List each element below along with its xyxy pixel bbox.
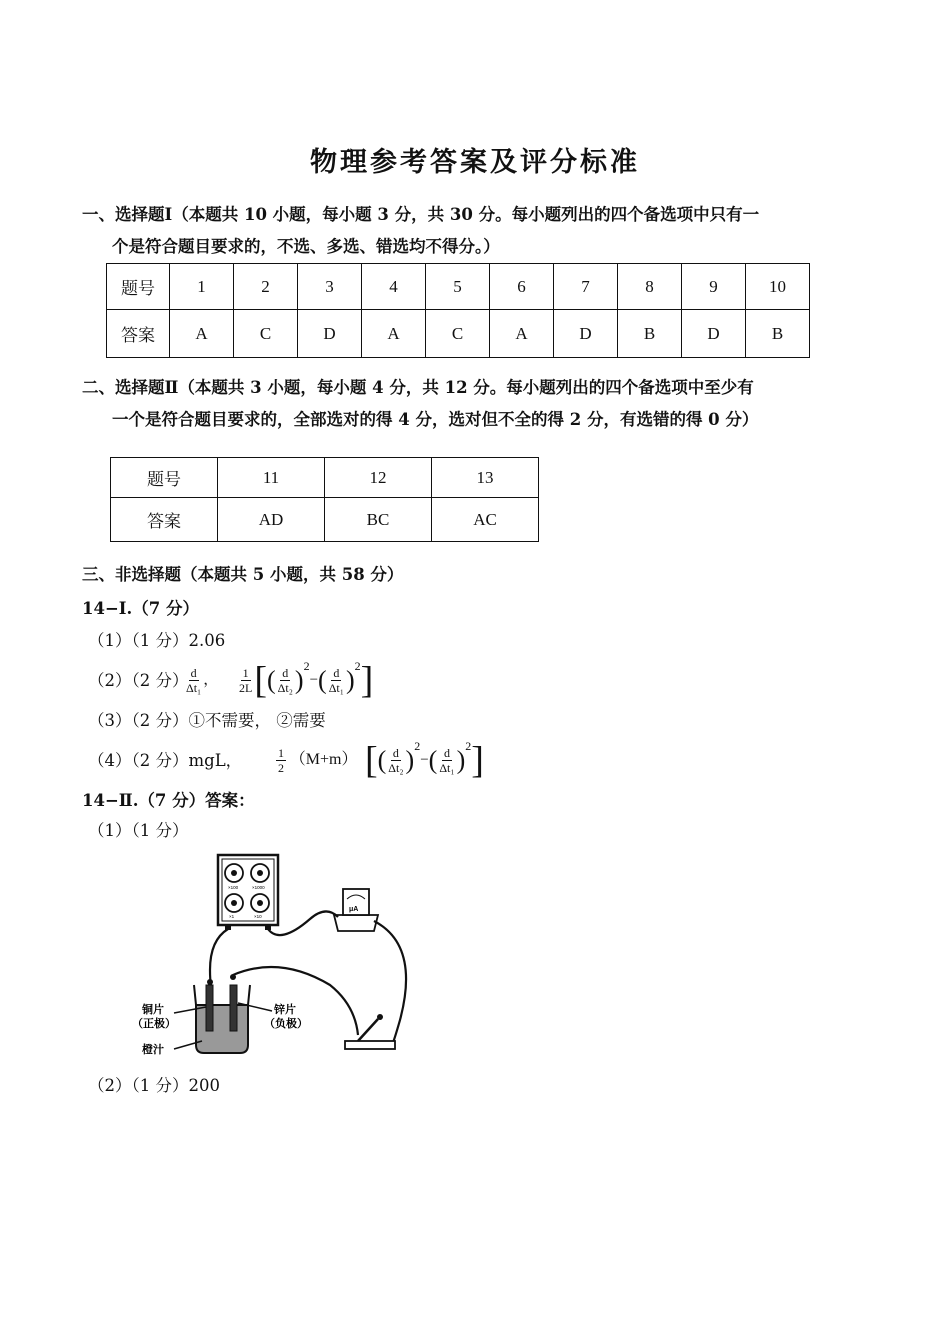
row-label: 题号	[107, 264, 170, 310]
table-row-numbers	[107, 264, 810, 310]
section1-heading-line2: 个是符合题目要求的，不选、多选、错选均不得分。）	[112, 237, 500, 256]
svg-text:×1000: ×1000	[252, 885, 265, 890]
row-label: 题号	[111, 458, 218, 498]
section1-answer-table	[106, 263, 810, 358]
answer-cell: AD	[218, 498, 325, 542]
table-row-answers	[107, 310, 810, 358]
section3-heading: 三、非选择题（本题共 5 小题，共 58 分）	[82, 565, 404, 584]
q14-1-answer-4-formula: $\frac{1}{2}$ （M+m） [( $\frac{d}{\text{Δt₂}}$ )$^2$−( $\frac{d}{\text{Δt₁}}$ )$^2$]	[278, 739, 484, 782]
question-number: 12	[325, 458, 432, 498]
q14-2-title: 14−Ⅱ.（7 分）答案：	[82, 791, 255, 810]
resistance-box	[218, 855, 278, 930]
answer-cell: B	[746, 310, 810, 358]
svg-text:×10: ×10	[254, 914, 262, 919]
svg-text:×1: ×1	[229, 914, 235, 919]
section1-heading	[82, 199, 759, 263]
question-number: 13	[432, 458, 539, 498]
section1-heading-line1: 一、选择题Ⅰ（本题共 10 小题，每小题 3 分，共 30 分。每小题列出的四个备选项中只有一	[82, 205, 760, 224]
table-row-answers	[111, 498, 539, 542]
answer-cell: A	[170, 310, 234, 358]
question-number: 4	[362, 264, 426, 310]
q14-1-title: 14−Ⅰ.（7 分）	[82, 599, 199, 618]
question-number: 1	[170, 264, 234, 310]
section2-heading-line1: 二、选择题Ⅱ（本题共 3 小题，每小题 4 分，共 12 分。每小题列出的四个备选项中至少有	[82, 378, 754, 397]
question-number: 7	[554, 264, 618, 310]
row-label: 答案	[111, 498, 218, 542]
q14-1-answer-2-formula: $\frac{d}{\text{Δt₁}}$ ， $\frac{1}{2L}$ [( $\frac{d}{\text{Δt₂}}$ )$^2$−( $\frac{d}{\text{Δt₁}}$ )$^2$]	[186, 659, 374, 702]
answer-cell: BC	[325, 498, 432, 542]
answer-cell: C	[234, 310, 298, 358]
microammeter	[334, 889, 378, 931]
svg-text:锌片: 锌片	[274, 1003, 296, 1016]
answer-cell: AC	[432, 498, 539, 542]
question-number: 11	[218, 458, 325, 498]
q14-2-answer-2: （2）（1 分）200	[88, 1076, 220, 1095]
answer-cell: D	[554, 310, 618, 358]
svg-text:橙汁: 橙汁	[142, 1043, 164, 1056]
answer-cell: D	[682, 310, 746, 358]
question-number: 9	[682, 264, 746, 310]
page-title: 物理参考答案及评分标准	[310, 147, 640, 178]
beaker	[194, 974, 250, 1053]
svg-text:×100: ×100	[228, 885, 239, 890]
svg-text:铜片: 铜片	[142, 1003, 164, 1016]
question-number: 10	[746, 264, 810, 310]
section2-answer-table	[110, 457, 539, 542]
svg-text:μA: μA	[349, 906, 359, 913]
answer-cell: C	[426, 310, 490, 358]
answer-cell: B	[618, 310, 682, 358]
circuit-diagram	[130, 845, 420, 1065]
q14-1-answer-3: （3）（2 分）①不需要， ②需要	[88, 711, 326, 730]
switch	[345, 1014, 395, 1049]
fraction: $\frac{1}{2L}$	[239, 666, 253, 696]
question-number: 2	[234, 264, 298, 310]
section2-heading-line2: 一个是符合题目要求的，全部选对的得 4 分，选对但不全的得 2 分，有选错的得 0 分）	[112, 410, 759, 429]
question-number: 5	[426, 264, 490, 310]
answer-cell: A	[490, 310, 554, 358]
svg-text:（正极）: （正极）	[132, 1017, 176, 1030]
answer-cell: D	[298, 310, 362, 358]
fraction: $\frac{1}{2}$	[278, 746, 284, 776]
q14-1-answer-4-label: （4）（2 分）mgL，	[88, 751, 243, 770]
q14-1-answer-2-label: （2）（2 分）	[88, 671, 189, 690]
table-row-numbers	[111, 458, 539, 498]
answer-cell: A	[362, 310, 426, 358]
question-number: 3	[298, 264, 362, 310]
q14-2-answer-1: （1）（1 分）	[88, 821, 189, 840]
fraction: $\frac{d}{\text{Δt₁}}$	[186, 666, 202, 696]
question-number: 8	[618, 264, 682, 310]
svg-text:（负极）: （负极）	[264, 1017, 308, 1030]
q14-1-answer-1: （1）（1 分）2.06	[88, 631, 226, 650]
section2-heading	[82, 372, 758, 436]
question-number: 6	[490, 264, 554, 310]
row-label: 答案	[107, 310, 170, 358]
